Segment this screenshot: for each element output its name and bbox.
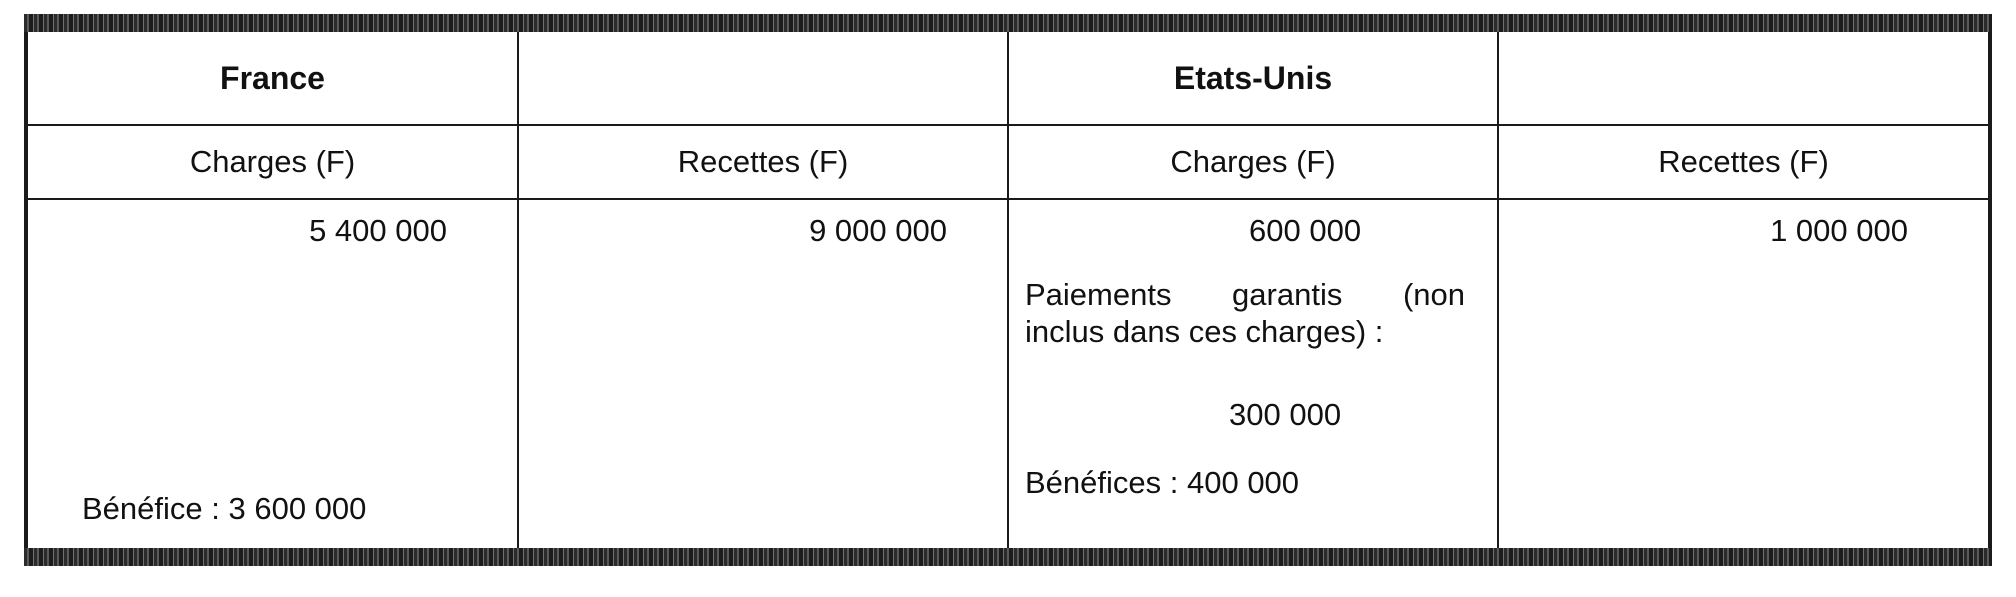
usa-guarantee-line-1: Paiements garantis (non <box>1025 277 1465 312</box>
france-profit: Bénéfice : 3 600 000 <box>82 491 367 526</box>
usa-recettes-cell <box>1498 199 1988 550</box>
usa-header: Etats-Unis <box>1008 32 1498 125</box>
france-charges-value: 5 400 000 <box>309 213 447 248</box>
column-header-row <box>28 125 1988 199</box>
usa-charges-header: Charges (F) <box>1008 125 1498 199</box>
france-charges-header: Charges (F) <box>28 125 518 199</box>
usa-header-blank <box>1498 32 1988 125</box>
table-top-border <box>24 14 1992 32</box>
france-recettes-value: 9 000 000 <box>809 213 947 248</box>
usa-charges-cell <box>1008 199 1498 550</box>
usa-charges-value: 600 000 <box>1249 213 1362 248</box>
usa-profits: Bénéfices : 400 000 <box>1025 465 1300 500</box>
usa-recettes-value: 1 000 000 <box>1770 213 1908 248</box>
accounts-table <box>24 14 1992 566</box>
usa-guarantee-note <box>1025 276 1465 350</box>
usa-recettes-header: Recettes (F) <box>1498 125 1988 199</box>
usa-guarantee-value: 300 000 <box>1229 397 1342 432</box>
france-charges-cell <box>28 199 518 550</box>
values-row <box>28 199 1988 550</box>
comparison-table <box>28 32 1988 550</box>
country-header-row <box>28 32 1988 125</box>
usa-guarantee-line-2: inclus dans ces charges) : <box>1025 314 1384 350</box>
table-bottom-border <box>24 548 1992 566</box>
france-header: France <box>28 32 518 125</box>
france-recettes-header: Recettes (F) <box>518 125 1008 199</box>
france-header-blank <box>518 32 1008 125</box>
france-recettes-cell <box>518 199 1008 550</box>
